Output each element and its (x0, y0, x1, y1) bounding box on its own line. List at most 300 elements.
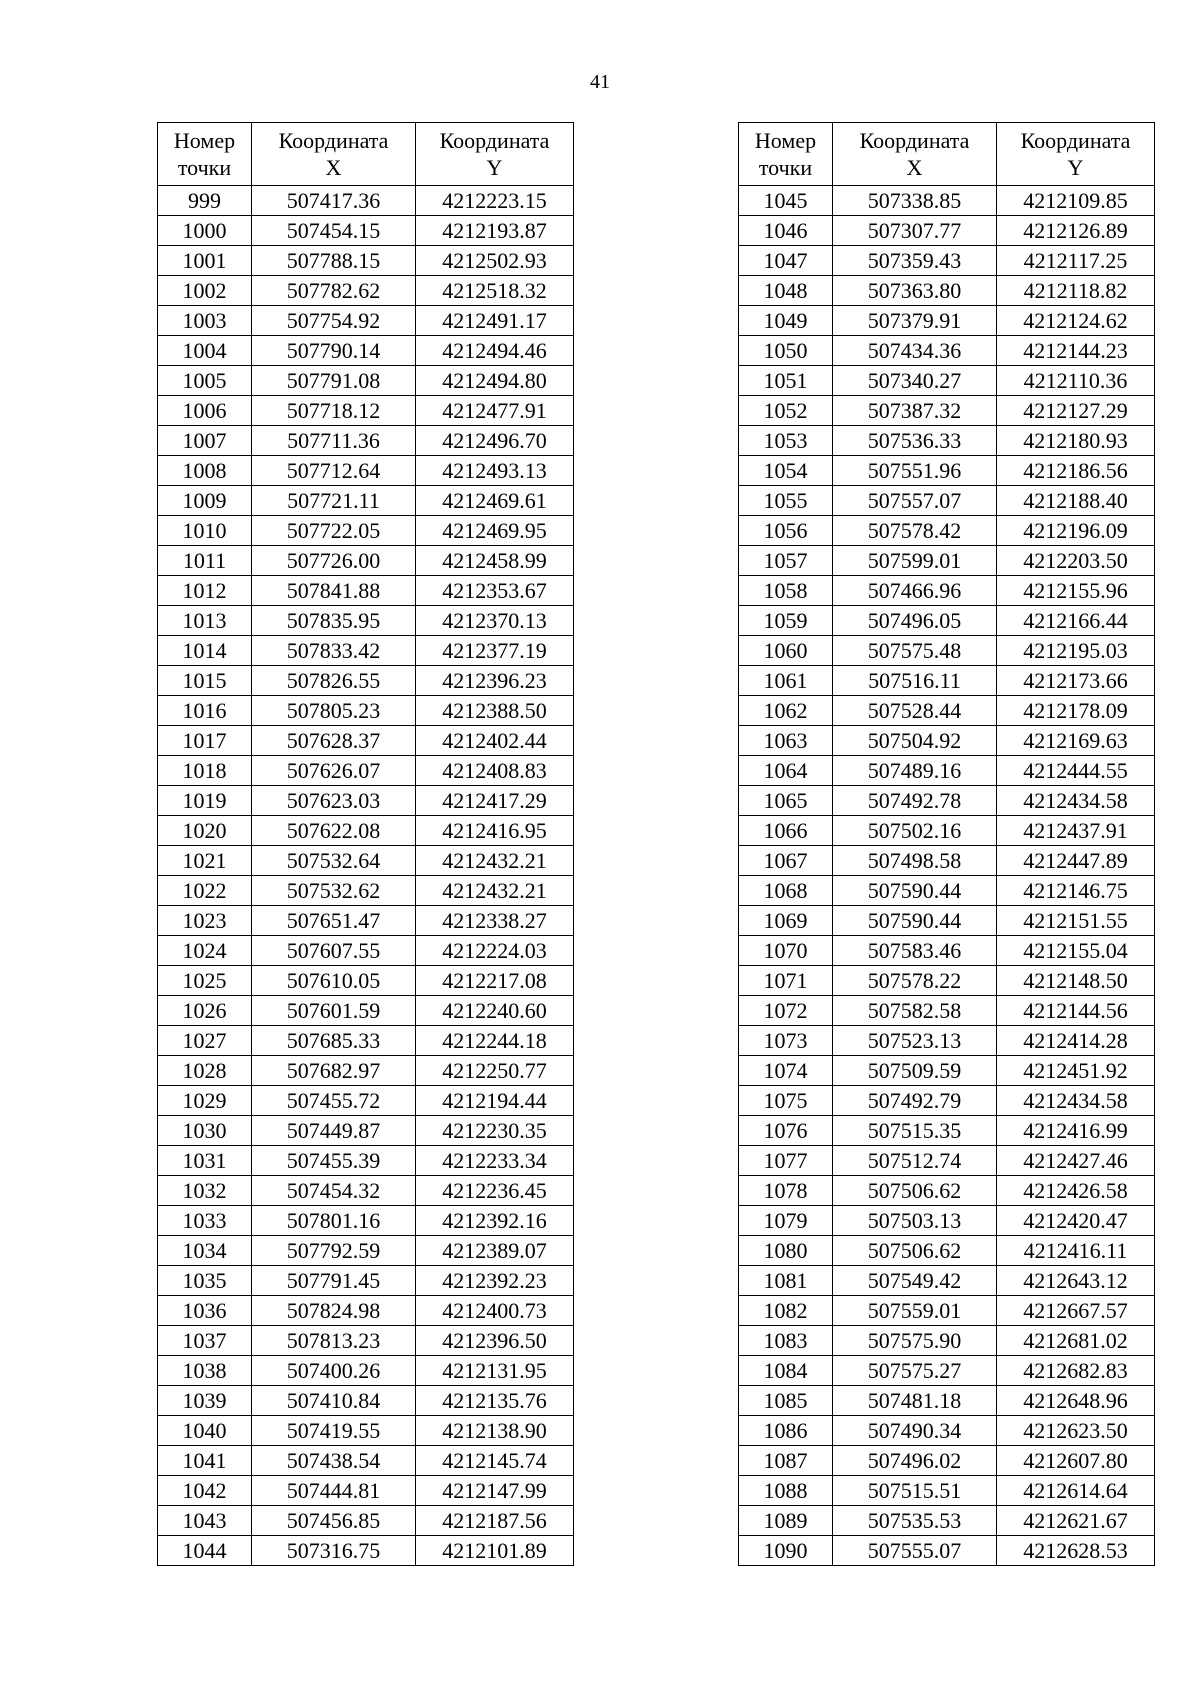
cell-coordinate-y: 4212400.73 (416, 1296, 574, 1326)
cell-coordinate-y: 4212166.44 (997, 606, 1155, 636)
table-row (158, 1116, 574, 1146)
table-row (739, 846, 1155, 876)
table-row (158, 1266, 574, 1296)
header-point-number-line1: Номер (754, 128, 817, 153)
cell-coordinate-y: 4212135.76 (416, 1386, 574, 1416)
cell-coordinate-x: 507454.32 (252, 1176, 416, 1206)
table-row (739, 1476, 1155, 1506)
cell-point-number: 1067 (739, 846, 833, 876)
cell-coordinate-y: 4212493.13 (416, 456, 574, 486)
cell-coordinate-y: 4212117.25 (997, 246, 1155, 276)
cell-coordinate-x: 507512.74 (833, 1146, 997, 1176)
cell-coordinate-y: 4212196.09 (997, 516, 1155, 546)
table-row (158, 1476, 574, 1506)
cell-coordinate-x: 507492.78 (833, 786, 997, 816)
cell-point-number: 1072 (739, 996, 833, 1026)
cell-point-number: 1055 (739, 486, 833, 516)
cell-point-number: 1027 (158, 1026, 252, 1056)
cell-point-number: 1013 (158, 606, 252, 636)
cell-coordinate-y: 4212444.55 (997, 756, 1155, 786)
table-row (739, 1176, 1155, 1206)
cell-point-number: 1085 (739, 1386, 833, 1416)
table-row (739, 756, 1155, 786)
page-number: 41 (590, 71, 610, 93)
cell-coordinate-x: 507582.58 (833, 996, 997, 1026)
cell-coordinate-x: 507340.27 (833, 366, 997, 396)
table-row (739, 1326, 1155, 1356)
cell-point-number: 1058 (739, 576, 833, 606)
cell-coordinate-x: 507515.51 (833, 1476, 997, 1506)
table-row (158, 546, 574, 576)
table-row (739, 816, 1155, 846)
cell-coordinate-x: 507623.03 (252, 786, 416, 816)
table-row (158, 906, 574, 936)
cell-coordinate-y: 4212389.07 (416, 1236, 574, 1266)
table-row (739, 1296, 1155, 1326)
cell-coordinate-y: 4212447.89 (997, 846, 1155, 876)
table-row (739, 1146, 1155, 1176)
cell-coordinate-y: 4212370.13 (416, 606, 574, 636)
cell-coordinate-y: 4212388.50 (416, 696, 574, 726)
cell-point-number: 1065 (739, 786, 833, 816)
cell-coordinate-y: 4212244.18 (416, 1026, 574, 1056)
header-point-number (739, 123, 833, 186)
table-row (158, 186, 574, 216)
cell-point-number: 1029 (158, 1086, 252, 1116)
cell-point-number: 1014 (158, 636, 252, 666)
cell-point-number: 1054 (739, 456, 833, 486)
table-row (739, 1116, 1155, 1146)
cell-coordinate-y: 4212426.58 (997, 1176, 1155, 1206)
cell-coordinate-x: 507791.08 (252, 366, 416, 396)
cell-point-number: 1002 (158, 276, 252, 306)
cell-coordinate-y: 4212408.83 (416, 756, 574, 786)
table-row (739, 966, 1155, 996)
cell-coordinate-y: 4212217.08 (416, 966, 574, 996)
cell-point-number: 1050 (739, 336, 833, 366)
cell-point-number: 1069 (739, 906, 833, 936)
cell-coordinate-x: 507682.97 (252, 1056, 416, 1086)
cell-coordinate-x: 507489.16 (833, 756, 997, 786)
cell-coordinate-y: 4212147.99 (416, 1476, 574, 1506)
cell-coordinate-x: 507444.81 (252, 1476, 416, 1506)
cell-point-number: 1034 (158, 1236, 252, 1266)
header-coordinate-y-line2: Y (486, 155, 503, 180)
cell-point-number: 1005 (158, 366, 252, 396)
cell-coordinate-x: 507726.00 (252, 546, 416, 576)
cell-coordinate-y: 4212494.80 (416, 366, 574, 396)
table-row (739, 1416, 1155, 1446)
cell-point-number: 1083 (739, 1326, 833, 1356)
cell-coordinate-y: 4212224.03 (416, 936, 574, 966)
cell-coordinate-x: 507782.62 (252, 276, 416, 306)
table-row (739, 336, 1155, 366)
table-row (739, 396, 1155, 426)
cell-coordinate-y: 4212420.47 (997, 1206, 1155, 1236)
table-row (158, 1236, 574, 1266)
cell-coordinate-x: 507502.16 (833, 816, 997, 846)
cell-point-number: 1049 (739, 306, 833, 336)
cell-coordinate-x: 507833.42 (252, 636, 416, 666)
cell-coordinate-y: 4212127.29 (997, 396, 1155, 426)
cell-point-number: 1053 (739, 426, 833, 456)
cell-coordinate-y: 4212187.56 (416, 1506, 574, 1536)
cell-coordinate-y: 4212681.02 (997, 1326, 1155, 1356)
cell-point-number: 1070 (739, 936, 833, 966)
cell-point-number: 1066 (739, 816, 833, 846)
cell-coordinate-y: 4212396.23 (416, 666, 574, 696)
table-row (739, 1266, 1155, 1296)
cell-coordinate-x: 507835.95 (252, 606, 416, 636)
cell-coordinate-y: 4212494.46 (416, 336, 574, 366)
cell-coordinate-x: 507790.14 (252, 336, 416, 366)
cell-point-number: 1089 (739, 1506, 833, 1536)
cell-coordinate-x: 507813.23 (252, 1326, 416, 1356)
cell-coordinate-x: 507466.96 (833, 576, 997, 606)
cell-coordinate-y: 4212109.85 (997, 186, 1155, 216)
cell-coordinate-y: 4212194.44 (416, 1086, 574, 1116)
cell-coordinate-x: 507363.80 (833, 276, 997, 306)
cell-coordinate-x: 507590.44 (833, 876, 997, 906)
table-row (158, 396, 574, 426)
cell-coordinate-y: 4212414.28 (997, 1026, 1155, 1056)
header-coordinate-x-line2: X (906, 155, 923, 180)
cell-point-number: 1046 (739, 216, 833, 246)
table-row (739, 1446, 1155, 1476)
cell-point-number: 1024 (158, 936, 252, 966)
cell-point-number: 1032 (158, 1176, 252, 1206)
cell-coordinate-x: 507359.43 (833, 246, 997, 276)
table-row (158, 516, 574, 546)
table-row (158, 1386, 574, 1416)
cell-coordinate-x: 507788.15 (252, 246, 416, 276)
cell-point-number: 1062 (739, 696, 833, 726)
cell-coordinate-x: 507504.92 (833, 726, 997, 756)
table-row (158, 1416, 574, 1446)
cell-coordinate-x: 507622.08 (252, 816, 416, 846)
cell-coordinate-x: 507417.36 (252, 186, 416, 216)
cell-coordinate-x: 507583.46 (833, 936, 997, 966)
table-row (739, 546, 1155, 576)
cell-coordinate-x: 507754.92 (252, 306, 416, 336)
table-row (739, 516, 1155, 546)
cell-coordinate-y: 4212151.55 (997, 906, 1155, 936)
table-row (158, 936, 574, 966)
cell-coordinate-x: 507498.58 (833, 846, 997, 876)
cell-point-number: 1045 (739, 186, 833, 216)
header-point-number (158, 123, 252, 186)
cell-coordinate-x: 507626.07 (252, 756, 416, 786)
cell-coordinate-x: 507481.18 (833, 1386, 997, 1416)
cell-coordinate-y: 4212416.99 (997, 1116, 1155, 1146)
cell-coordinate-x: 507549.42 (833, 1266, 997, 1296)
table-row (739, 1506, 1155, 1536)
cell-coordinate-y: 4212469.61 (416, 486, 574, 516)
cell-coordinate-y: 4212432.21 (416, 846, 574, 876)
header-coordinate-y-line2: Y (1067, 155, 1084, 180)
table-row (158, 426, 574, 456)
cell-point-number: 1015 (158, 666, 252, 696)
cell-point-number: 1019 (158, 786, 252, 816)
table-row (158, 1146, 574, 1176)
cell-point-number: 1060 (739, 636, 833, 666)
cell-point-number: 1003 (158, 306, 252, 336)
cell-coordinate-x: 507503.13 (833, 1206, 997, 1236)
table-body (739, 186, 1155, 1566)
cell-point-number: 1022 (158, 876, 252, 906)
cell-coordinate-x: 507434.36 (833, 336, 997, 366)
cell-coordinate-y: 4212146.75 (997, 876, 1155, 906)
cell-point-number: 1077 (739, 1146, 833, 1176)
table-row (158, 756, 574, 786)
header-point-number-line2: точки (177, 155, 232, 180)
cell-coordinate-x: 507496.02 (833, 1446, 997, 1476)
cell-coordinate-y: 4212667.57 (997, 1296, 1155, 1326)
table-row (158, 996, 574, 1026)
table-row (158, 696, 574, 726)
cell-coordinate-x: 507628.37 (252, 726, 416, 756)
cell-coordinate-x: 507492.79 (833, 1086, 997, 1116)
header-coordinate-x-line1: Координата (278, 128, 389, 153)
table-row (158, 1446, 574, 1476)
cell-coordinate-x: 507496.05 (833, 606, 997, 636)
cell-coordinate-y: 4212233.34 (416, 1146, 574, 1176)
cell-coordinate-y: 4212195.03 (997, 636, 1155, 666)
cell-coordinate-x: 507711.36 (252, 426, 416, 456)
cell-coordinate-x: 507455.72 (252, 1086, 416, 1116)
table-row (158, 1206, 574, 1236)
table-row (739, 306, 1155, 336)
table-row (158, 306, 574, 336)
cell-coordinate-x: 507379.91 (833, 306, 997, 336)
cell-coordinate-x: 507400.26 (252, 1356, 416, 1386)
table-row (158, 1176, 574, 1206)
cell-coordinate-x: 507528.44 (833, 696, 997, 726)
cell-coordinate-y: 4212169.63 (997, 726, 1155, 756)
cell-coordinate-x: 507599.01 (833, 546, 997, 576)
cell-point-number: 1040 (158, 1416, 252, 1446)
table-row (158, 1056, 574, 1086)
cell-coordinate-x: 507456.85 (252, 1506, 416, 1536)
cell-coordinate-y: 4212155.96 (997, 576, 1155, 606)
cell-point-number: 1044 (158, 1536, 252, 1566)
cell-coordinate-y: 4212240.60 (416, 996, 574, 1026)
cell-coordinate-y: 4212432.21 (416, 876, 574, 906)
cell-coordinate-x: 507523.13 (833, 1026, 997, 1056)
cell-point-number: 1009 (158, 486, 252, 516)
cell-point-number: 1084 (739, 1356, 833, 1386)
table-row (158, 456, 574, 486)
cell-point-number: 1012 (158, 576, 252, 606)
cell-point-number: 1025 (158, 966, 252, 996)
cell-point-number: 1074 (739, 1056, 833, 1086)
cell-point-number: 1031 (158, 1146, 252, 1176)
cell-point-number: 1004 (158, 336, 252, 366)
cell-coordinate-y: 4212118.82 (997, 276, 1155, 306)
cell-point-number: 1090 (739, 1536, 833, 1566)
header-coordinate-y-line1: Координата (439, 128, 550, 153)
cell-coordinate-y: 4212648.96 (997, 1386, 1155, 1416)
cell-coordinate-x: 507805.23 (252, 696, 416, 726)
table-row (158, 606, 574, 636)
cell-point-number: 1035 (158, 1266, 252, 1296)
cell-coordinate-y: 4212236.45 (416, 1176, 574, 1206)
cell-coordinate-x: 507575.48 (833, 636, 997, 666)
cell-coordinate-y: 4212173.66 (997, 666, 1155, 696)
cell-coordinate-x: 507551.96 (833, 456, 997, 486)
cell-point-number: 1017 (158, 726, 252, 756)
cell-coordinate-y: 4212193.87 (416, 216, 574, 246)
cell-coordinate-y: 4212518.32 (416, 276, 574, 306)
cell-point-number: 1075 (739, 1086, 833, 1116)
cell-point-number: 1039 (158, 1386, 252, 1416)
cell-coordinate-y: 4212427.46 (997, 1146, 1155, 1176)
header-point-number-line1: Номер (173, 128, 236, 153)
cell-coordinate-x: 507590.44 (833, 906, 997, 936)
cell-point-number: 1018 (158, 756, 252, 786)
table-row (158, 846, 574, 876)
cell-coordinate-y: 4212180.93 (997, 426, 1155, 456)
cell-coordinate-x: 507387.32 (833, 396, 997, 426)
cell-point-number: 1071 (739, 966, 833, 996)
cell-coordinate-x: 507826.55 (252, 666, 416, 696)
cell-point-number: 1086 (739, 1416, 833, 1446)
table-header-row (158, 123, 574, 186)
cell-coordinate-x: 507824.98 (252, 1296, 416, 1326)
header-point-number-line2: точки (758, 155, 813, 180)
cell-coordinate-y: 4212396.50 (416, 1326, 574, 1356)
cell-point-number: 1068 (739, 876, 833, 906)
table-row (739, 786, 1155, 816)
table-row (158, 1026, 574, 1056)
cell-point-number: 1006 (158, 396, 252, 426)
cell-coordinate-y: 4212434.58 (997, 1086, 1155, 1116)
table-row (158, 666, 574, 696)
cell-point-number: 1020 (158, 816, 252, 846)
cell-coordinate-y: 4212230.35 (416, 1116, 574, 1146)
cell-point-number: 1052 (739, 396, 833, 426)
cell-point-number: 1082 (739, 1296, 833, 1326)
cell-coordinate-y: 4212131.95 (416, 1356, 574, 1386)
table-row (158, 366, 574, 396)
cell-point-number: 999 (158, 186, 252, 216)
cell-coordinate-y: 4212110.36 (997, 366, 1155, 396)
cell-coordinate-y: 4212469.95 (416, 516, 574, 546)
cell-coordinate-y: 4212203.50 (997, 546, 1155, 576)
cell-point-number: 1063 (739, 726, 833, 756)
cell-coordinate-x: 507454.15 (252, 216, 416, 246)
cell-coordinate-x: 507685.33 (252, 1026, 416, 1056)
cell-point-number: 1011 (158, 546, 252, 576)
cell-coordinate-x: 507555.07 (833, 1536, 997, 1566)
cell-point-number: 1061 (739, 666, 833, 696)
cell-coordinate-x: 507410.84 (252, 1386, 416, 1416)
table-body (158, 186, 574, 1566)
cell-coordinate-y: 4212682.83 (997, 1356, 1155, 1386)
cell-coordinate-x: 507792.59 (252, 1236, 416, 1266)
cell-coordinate-y: 4212402.44 (416, 726, 574, 756)
cell-coordinate-x: 507535.53 (833, 1506, 997, 1536)
table-row (739, 456, 1155, 486)
cell-coordinate-y: 4212144.56 (997, 996, 1155, 1026)
cell-coordinate-y: 4212124.62 (997, 306, 1155, 336)
cell-coordinate-x: 507506.62 (833, 1236, 997, 1266)
table-row (739, 576, 1155, 606)
cell-coordinate-x: 507338.85 (833, 186, 997, 216)
cell-point-number: 1088 (739, 1476, 833, 1506)
cell-point-number: 1042 (158, 1476, 252, 1506)
table-row (739, 186, 1155, 216)
cell-coordinate-y: 4212145.74 (416, 1446, 574, 1476)
table-row (158, 1356, 574, 1386)
cell-coordinate-y: 4212126.89 (997, 216, 1155, 246)
table-row (739, 876, 1155, 906)
cell-coordinate-x: 507438.54 (252, 1446, 416, 1476)
cell-coordinate-y: 4212458.99 (416, 546, 574, 576)
cell-coordinate-x: 507578.22 (833, 966, 997, 996)
cell-point-number: 1041 (158, 1446, 252, 1476)
cell-coordinate-y: 4212188.40 (997, 486, 1155, 516)
cell-point-number: 1038 (158, 1356, 252, 1386)
cell-point-number: 1010 (158, 516, 252, 546)
cell-coordinate-x: 507712.64 (252, 456, 416, 486)
coordinates-table-right (738, 122, 1155, 1566)
cell-point-number: 1000 (158, 216, 252, 246)
cell-point-number: 1023 (158, 906, 252, 936)
cell-coordinate-y: 4212607.80 (997, 1446, 1155, 1476)
table-row (158, 726, 574, 756)
table-row (739, 936, 1155, 966)
cell-coordinate-x: 507455.39 (252, 1146, 416, 1176)
cell-point-number: 1076 (739, 1116, 833, 1146)
cell-coordinate-x: 507532.64 (252, 846, 416, 876)
cell-coordinate-x: 507419.55 (252, 1416, 416, 1446)
cell-coordinate-y: 4212437.91 (997, 816, 1155, 846)
cell-point-number: 1056 (739, 516, 833, 546)
cell-coordinate-x: 507532.62 (252, 876, 416, 906)
cell-coordinate-y: 4212643.12 (997, 1266, 1155, 1296)
cell-coordinate-y: 4212101.89 (416, 1536, 574, 1566)
cell-coordinate-y: 4212250.77 (416, 1056, 574, 1086)
cell-coordinate-x: 507718.12 (252, 396, 416, 426)
table-row (158, 246, 574, 276)
header-coordinate-y (416, 123, 574, 186)
table-row (739, 366, 1155, 396)
cell-coordinate-x: 507578.42 (833, 516, 997, 546)
cell-coordinate-y: 4212144.23 (997, 336, 1155, 366)
cell-point-number: 1059 (739, 606, 833, 636)
cell-coordinate-y: 4212451.92 (997, 1056, 1155, 1086)
table-row (739, 1536, 1155, 1566)
cell-point-number: 1016 (158, 696, 252, 726)
cell-point-number: 1087 (739, 1446, 833, 1476)
table-row (739, 636, 1155, 666)
cell-point-number: 1047 (739, 246, 833, 276)
cell-point-number: 1026 (158, 996, 252, 1026)
cell-coordinate-y: 4212621.67 (997, 1506, 1155, 1536)
cell-coordinate-y: 4212496.70 (416, 426, 574, 456)
cell-coordinate-x: 507509.59 (833, 1056, 997, 1086)
table-row (739, 1206, 1155, 1236)
cell-coordinate-x: 507316.75 (252, 1536, 416, 1566)
cell-coordinate-x: 507559.01 (833, 1296, 997, 1326)
header-coordinate-x-line1: Координата (859, 128, 970, 153)
header-coordinate-y (997, 123, 1155, 186)
cell-coordinate-y: 4212138.90 (416, 1416, 574, 1446)
table-row (158, 1506, 574, 1536)
table-row (158, 1296, 574, 1326)
cell-coordinate-y: 4212623.50 (997, 1416, 1155, 1446)
